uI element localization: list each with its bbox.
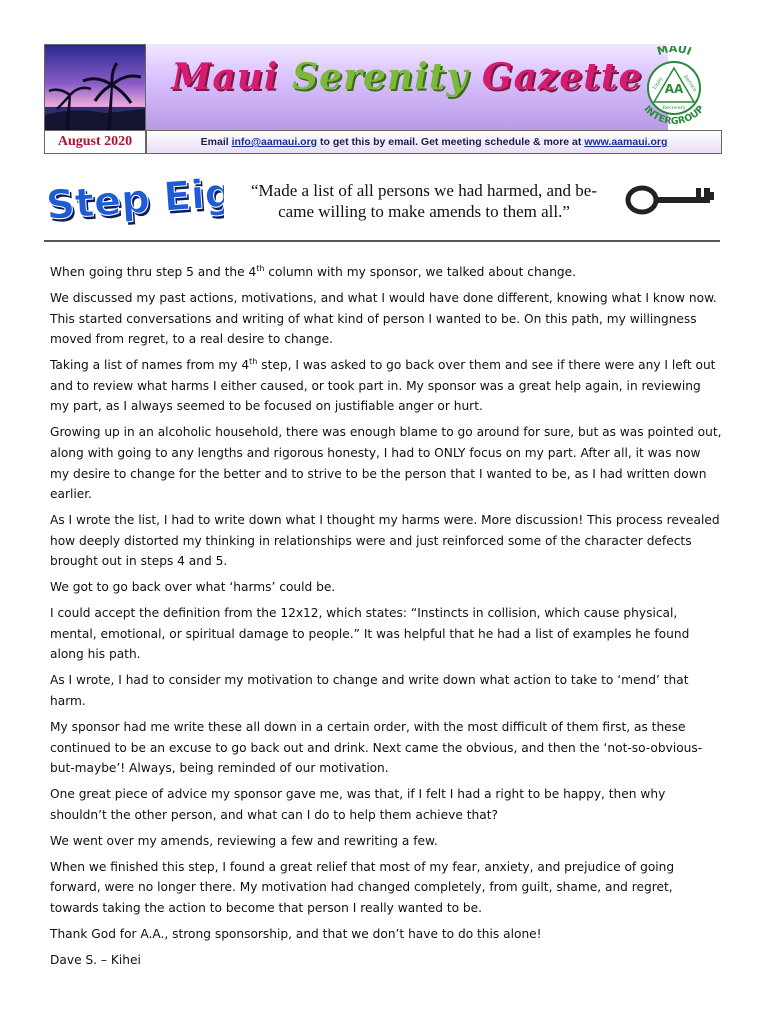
newsletter-title [146, 56, 668, 98]
email-link[interactable]: info@aamaui.org [231, 136, 318, 148]
paragraph: Thank God for A.A., strong sponsorship, and that we don’t have to do this alone! [50, 926, 542, 941]
paragraph: When going thru step 5 and the 4th column with my sponsor, we talked about change. [50, 263, 577, 279]
title-word-serenity: Serenity [292, 56, 469, 98]
paragraph: Taking a list of names from my 4th step, I was asked to go back over them and see if there were any I left out and to review what harms I either caused, or took part in. My sponsor was a great help again, in reviewing my part, as I always seemed to be focused on justifiable anger or hurt. [50, 357, 716, 414]
svg-text:Unity: Unity [651, 76, 665, 91]
svg-text:Step Eight: Step Eight [44, 172, 224, 228]
svg-text:INTERGROUP: INTERGROUP [641, 103, 707, 128]
article-body [50, 262, 722, 976]
paragraph: As I wrote, I had to consider my motivation to change and write down what action to take to ‘mend’ that harm. [50, 673, 689, 709]
paragraph: We got to go back over what ‘harms’ could be. [50, 580, 336, 595]
paragraph: As I wrote the list, I had to write down what I thought my harms were. More discussion! This process revealed how deeply distorted my thinking in relationships were and just reinforced some of the character defects brought out in steps 4 and 5. [50, 513, 720, 569]
title-word-gazette: Gazette [481, 56, 643, 98]
maui-intergroup-logo [628, 46, 720, 130]
paragraph: My sponsor had me write these all down in a certain order, with the most difficult of them first, as these continued to be an excuse to go back out and drink. Next came the obvious, and then the ‘not-so-obvious-but-maybe’! Always, being reminded of our motivation. [50, 720, 703, 776]
step-eight-heading [44, 172, 224, 228]
author-signature: Dave S. – Kihei [50, 952, 141, 967]
email-middle-text: to get this by email. Get meeting schedule & more at [317, 136, 585, 148]
sunset-palm-photo [44, 44, 146, 132]
masthead [44, 44, 720, 156]
svg-text:AA: AA [664, 82, 684, 96]
title-word-maui: Maui [171, 56, 279, 98]
paragraph: One great piece of advice my sponsor gave me, was that, if I felt I had a right to be happy, then why shouldn’t the other person, and what can I do to help them achieve that? [50, 787, 666, 822]
step-quote-line-1: “Made a list of all persons we had harmed, and be- [250, 181, 598, 200]
step-quote [228, 180, 620, 222]
website-link[interactable]: www.aamaui.org [584, 136, 668, 148]
paragraph: Growing up in an alcoholic household, there was enough blame to go around for sure, but as was pointed out, along with going to any lengths and rigorous honesty, I had to ONLY focus on my part. After all, it was now my desire to change for the better and to strive to be the person that I wanted to be, as I had written down earlier. [50, 425, 722, 502]
svg-text:Service: Service [681, 73, 698, 93]
key-icon [624, 178, 720, 222]
title-banner [146, 44, 668, 130]
email-prefix: Email [200, 136, 232, 148]
section-divider [44, 240, 720, 242]
paragraph: I could accept the definition from the 12x12, which states: “Instincts in collision, which cause physical, mental, emotional, or spiritual damage to people.” It was helpful that he had a list of examples he found along his path. [50, 606, 690, 662]
step-quote-line-2: came willing to make amends to them all.” [278, 202, 570, 221]
paragraph: When we finished this step, I found a great relief that most of my fear, anxiety, and prejudice of going forward, were no longer there. My motivation had changed completely, from guilt, shame, and regret, towards taking the action to become that person I really wanted to be. [50, 859, 675, 915]
issue-date: August 2020 [44, 130, 146, 154]
paragraph: We discussed my past actions, motivations, and what I would have done different, knowing what I know now. This started conversations and writing of what kind of person I wanted to be. On this path, my willingness moved from regret, to a real desire to change. [50, 290, 717, 347]
svg-text:Recovery: Recovery [662, 105, 686, 111]
subscribe-bar [146, 130, 722, 154]
svg-text:Step Eight: Step Eight [46, 172, 224, 228]
paragraph: We went over my amends, reviewing a few and rewriting a few. [50, 833, 438, 848]
svg-text:MAUI: MAUI [655, 46, 694, 59]
